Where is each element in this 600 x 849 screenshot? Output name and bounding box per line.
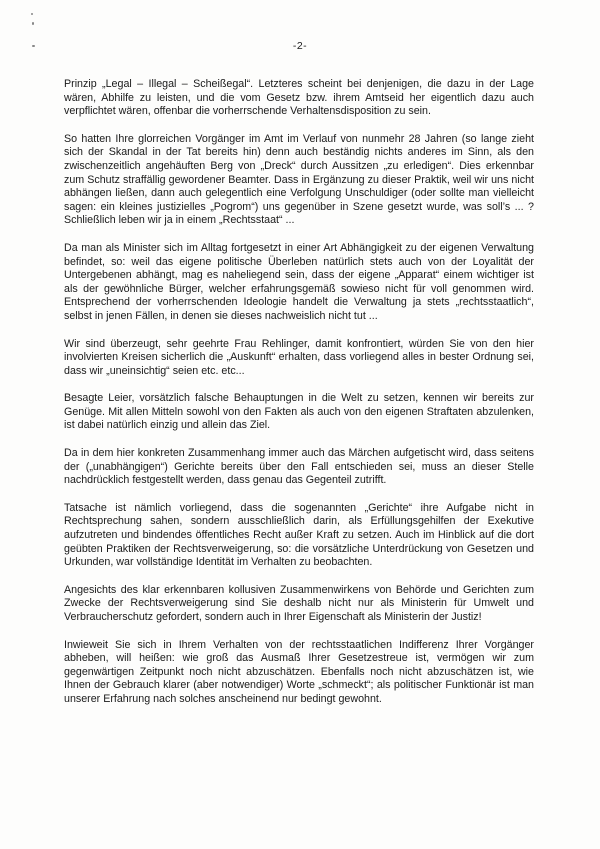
paragraph-1: Prinzip „Legal – Illegal – Scheißegal“. Letzteres scheint bei denjenigen, die dazu in der Lage wären, Abhilfe zu leisten, und die vom Gesetz bzw. ihrem Amtseid her eigentlich dazu auch verpflichtet wären, offenbar die vorherrschende Verhaltensdisposition zu sein. (64, 78, 534, 118)
paragraph-5: Besagte Leier, vorsätzlich falsche Behauptungen in die Welt zu setzen, kennen wir bereits zur Genüge. Mit allen Mitteln sowohl von den Fakten als auch von den eigenen Straftaten abzulenken, ist dabei natürlich einzig und allein das Ziel. (64, 392, 534, 432)
paragraph-3: Da man als Minister sich im Alltag fortgesetzt in einer Art Abhängigkeit zu der eigenen Verwaltung befindet, so: weil das eigene politische Überleben natürlich stets auch von der Loyalität der Untergebenen abhängt, mag es naheliegend sein, dass der eigene „Apparat“ einem wichtiger ist als der gewöhnliche Bürger, welcher erfahrungsgemäß sowieso nicht für voll genommen wird. Entsprechend der vorherrschenden Ideologie handelt die Verwaltung ja stets „rechtsstaatlich“, selbst in jenen Fällen, in denen sie dieses nachweislich nicht tut ... (64, 241, 534, 322)
scan-speck (32, 22, 34, 25)
paragraph-9: Inwieweit Sie sich in Ihrem Verhalten von der rechtsstaatlichen Indifferenz Ihrer Vorgänger abheben, will heißen: wie groß das Ausmaß Ihrer Gesetzestreue ist, vermögen wir zum gegenwärtigen Zeitpunkt noch nicht abzuschätzen. Ebenfalls noch nicht abzuschätzen ist, wie Ihnen der Gebrauch klarer (aber notwendiger) Worte „schmeckt“; als politischer Funktionär ist man unserer Erfahrung nach solches anscheinend nur bedingt gewohnt. (64, 638, 534, 705)
paragraph-2: So hatten Ihre glorreichen Vorgänger im Amt im Verlauf von nunmehr 28 Jahren (so lange zieht sich der Skandal in der Tat bereits hin) denn auch beständig nichts anderes im Sinn, als den zwischenzeitlich angehäuften Berg von „Dreck“ durch Aussitzen „zu erledigen“. Dies erkennbar zum Schutz straffällig gewordener Beamter. Dass in Ergänzung zu dieser Praktik, weil wir uns nicht abhängen ließen, dann auch gelegentlich eine Verfolgung Unschuldiger (oder sollte man vielleicht sagen: ein kleines justizielles „Pogrom“) uns gegenüber in Szene gesetzt wurde, was soll’s ... ? Schließlich leben wir ja in einem „Rechtsstaat“ ... (64, 132, 534, 227)
scan-speck (31, 13, 33, 15)
paragraph-6: Da in dem hier konkreten Zusammenhang immer auch das Märchen aufgetischt wird, dass seitens der („unabhängigen“) Gerichte bereits über den Fall entschieden sei, muss an dieser Stelle nachdrücklich festgestellt werden, dass genau das Gegenteil zutrifft. (64, 447, 534, 487)
page-number: -2- (292, 40, 308, 52)
paragraph-4: Wir sind überzeugt, sehr geehrte Frau Rehlinger, damit konfrontiert, würden Sie von den hier involvierten Kreisen sicherlich die „Auskunft“ erhalten, dass vorliegend alles in bester Ordnung sei, dass wir „uneinsichtig“ seien etc. etc... (64, 337, 534, 377)
letter-body (64, 78, 534, 721)
paragraph-7: Tatsache ist nämlich vorliegend, dass die sogenannten „Gerichte“ ihre Aufgabe nicht in Rechtsprechung sahen, sondern ausschließlich darin, als Erfüllungsgehilfen der Exekutive aufzutreten und bindendes öffentliches Recht außer Kraft zu setzen. Auch im Hinblick auf die dort geübten Praktiken der Rechtsverweigerung, so: die vorsätzliche Unterdrückung von Gesetzen und Urkunden, war vollständige Identität im Verhalten zu beobachten. (64, 501, 534, 569)
paragraph-8: Angesichts des klar erkennbaren kollusiven Zusammenwirkens von Behörde und Gerichten zum Zwecke der Rechtsverweigerung sind Sie deshalb nicht nur als Ministerin für Umwelt und Verbraucherschutz gefordert, sondern auch in Ihrer Eigenschaft als Ministerin der Justiz! (64, 583, 534, 623)
